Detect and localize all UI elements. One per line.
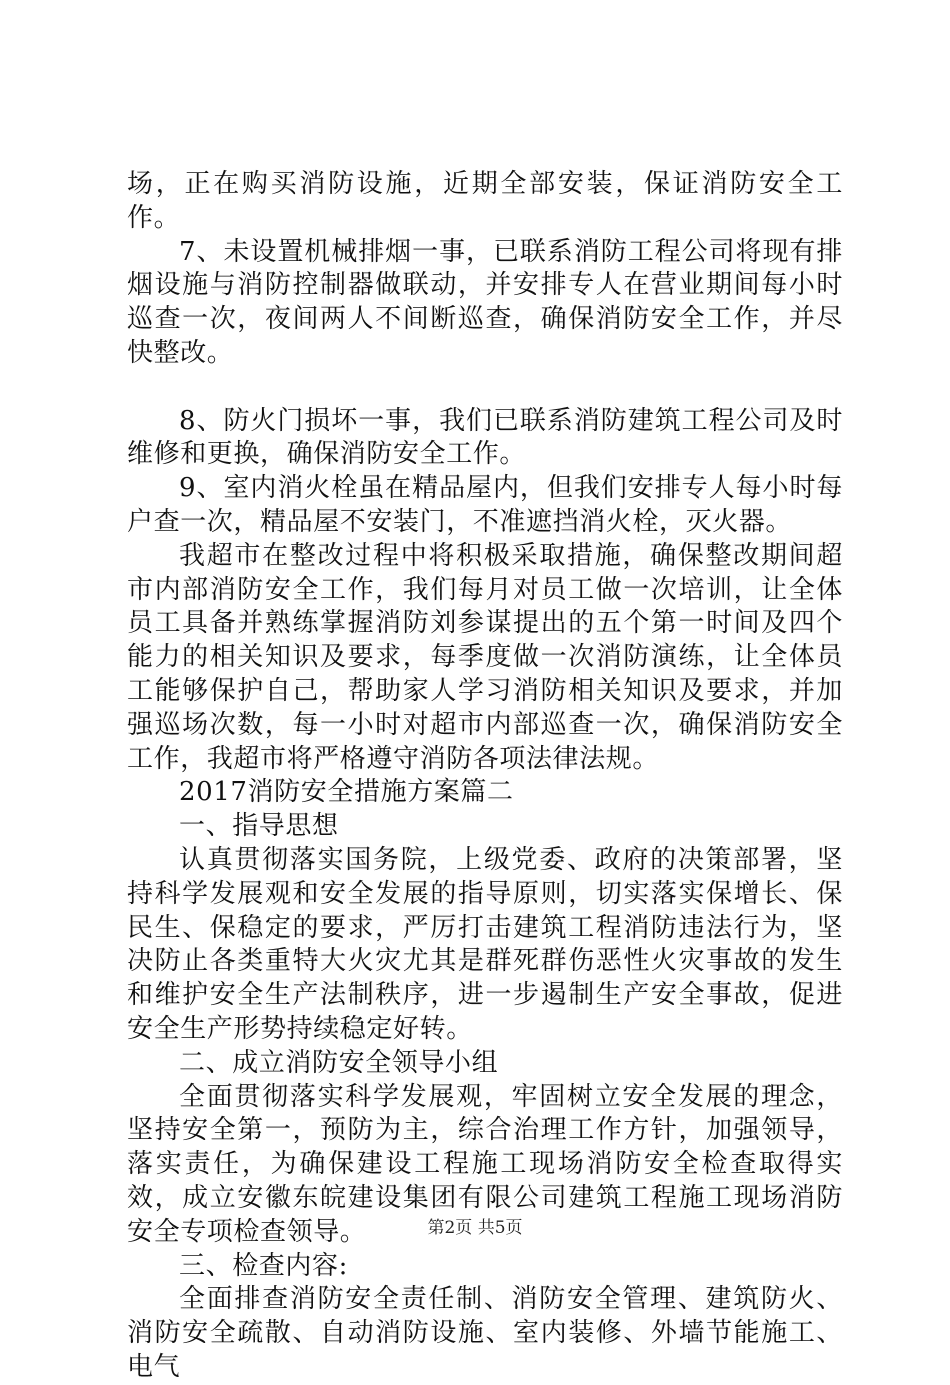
paragraph-continuation: 场，正在购买消防设施，近期全部安装，保证消防安全工作。	[127, 169, 843, 233]
paragraph-inspection-content: 全面排查消防安全责任制、消防安全管理、建筑防火、消防安全疏散、自动消防设施、室内装修、外墙节能施工、电气	[127, 1284, 843, 1382]
section-heading-plan-two: 2017消防安全措施方案篇二	[179, 777, 514, 808]
section-heading-guiding-ideology: 一、指导思想	[179, 811, 339, 842]
document-body	[127, 168, 843, 1385]
paragraph-leadership-group: 全面贯彻落实科学发展观，牢固树立安全发展的理念，坚持安全第一，预防为主，综合治理工作方针，加强领导，落实责任，为确保建设工程施工现场消防安全检查取得实效，成立安徽东皖建设集团有限公司建筑工程施工现场消防安全专项检查领导。	[127, 1081, 843, 1247]
paragraph-item-7: 7、未设置机械排烟一事，已联系消防工程公司将现有排烟设施与消防控制器做联动，并安排专人在营业期间每小时巡查一次，夜间两人不间断巡查，确保消防安全工作，并尽快整改。	[127, 236, 843, 368]
section-heading-leadership-group: 二、成立消防安全领导小组	[179, 1047, 499, 1078]
section-heading-inspection-content: 三、检查内容:	[179, 1250, 348, 1281]
page-number-footer: 第2页 共5页	[427, 1218, 523, 1238]
paragraph-guiding-ideology: 认真贯彻落实国务院，上级党委、政府的决策部署，坚持科学发展观和安全发展的指导原则，切实落实保增长、保民生、保稳定的要求，严厉打击建筑工程消防违法行为，坚决防止各类重特大火灾尤其是群死群伤恶性火灾事故的发生和维护安全生产法制秩序，进一步遏制生产安全事故，促进安全生产形势持续稳定好转。	[127, 844, 843, 1044]
paragraph-rectification-summary: 我超市在整改过程中将积极采取措施，确保整改期间超市内部消防安全工作，我们每月对员工做一次培训，让全体员工具备并熟练掌握消防刘参谋提出的五个第一时间及四个能力的相关知识及要求，每季度做一次消防演练，让全体员工能够保护自己，帮助家人学习消防相关知识及要求，并加强巡场次数，每一小时对超市内部巡查一次，确保消防安全工作，我超市将严格遵守消防各项法律法规。	[127, 540, 843, 774]
paragraph-item-8: 8、防火门损坏一事，我们已联系消防建筑工程公司及时维修和更换，确保消防安全工作。	[127, 405, 843, 470]
paragraph-spacer	[127, 371, 843, 405]
paragraph-item-9: 9、室内消火栓虽在精品屋内，但我们安排专人每小时每户查一次，精品屋不安装门，不准遮挡消火栓，灭火器。	[127, 473, 843, 537]
